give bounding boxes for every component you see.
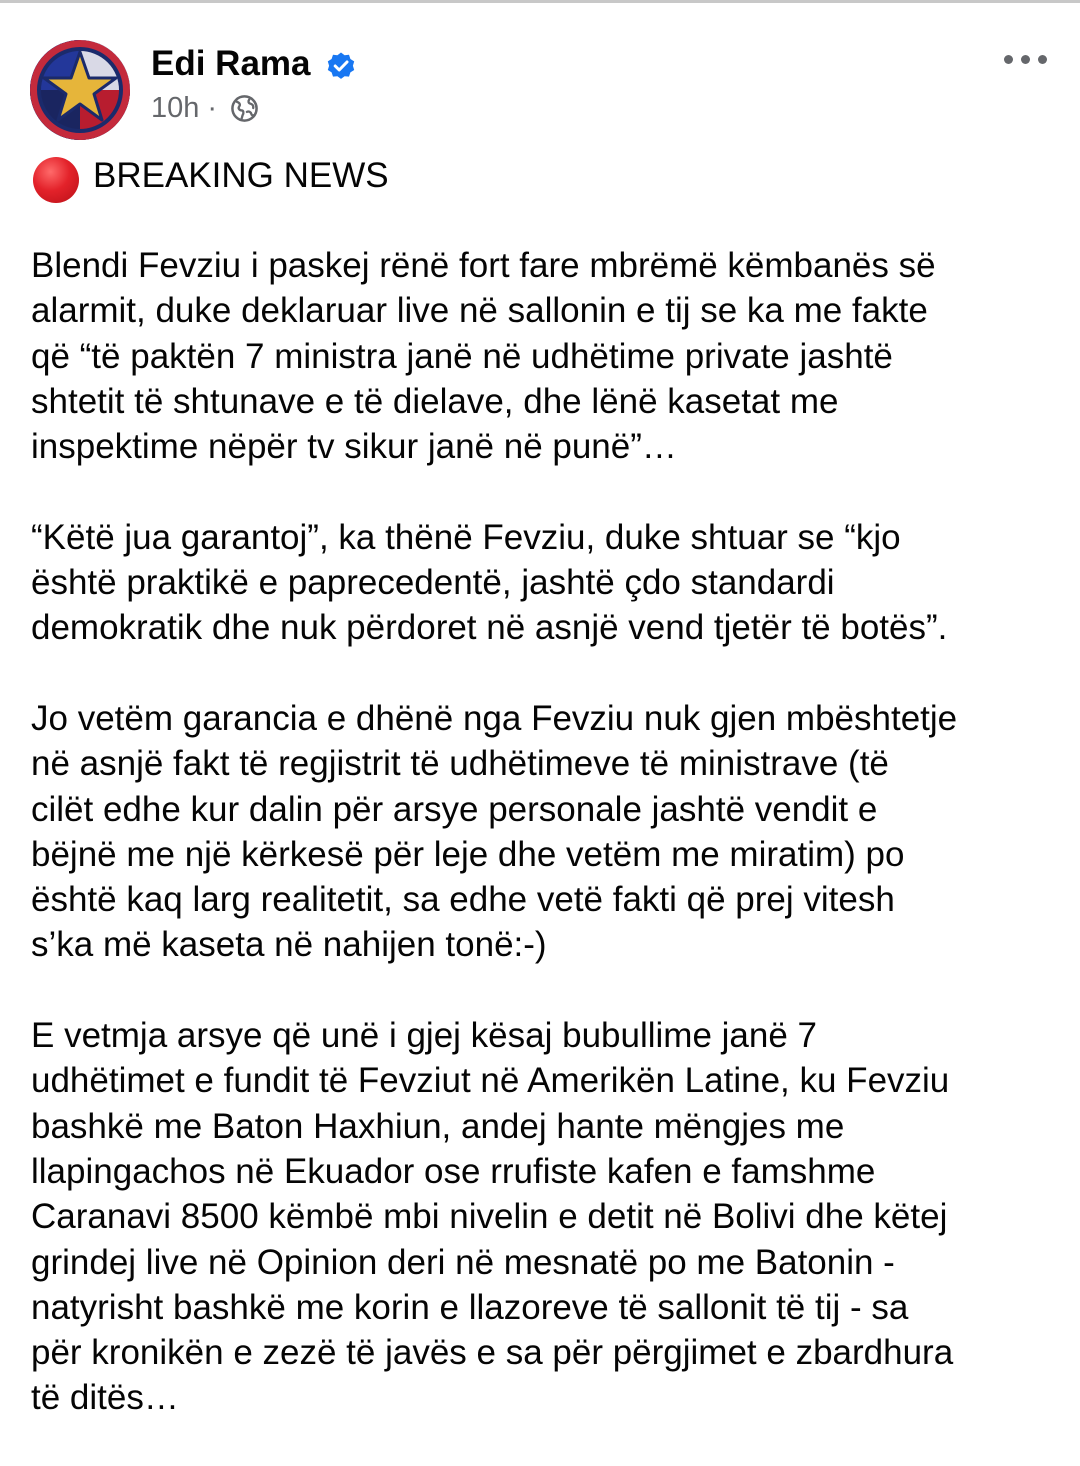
- star-logo-icon: [30, 40, 130, 140]
- avatar[interactable]: [30, 40, 130, 140]
- paragraph-1: [31, 243, 1061, 469]
- text-line: që “të paktën 7 ministra janë në udhëtime private jashtë: [31, 336, 893, 376]
- text-line: për kronikën e zezë të javës e sa për përgjimet e zbardhura: [31, 1333, 954, 1373]
- text-line: Blendi Fevziu i paskej rënë fort fare mbrëmë këmbanës së: [31, 246, 936, 285]
- text-line: Jo vetëm garancia e dhënë nga Fevziu nuk gjen mbështetje: [31, 698, 958, 738]
- text-line: demokratik dhe nuk përdoret në asnjë vend tjetër të botës”.: [31, 608, 948, 648]
- more-options-icon[interactable]: [1004, 46, 1048, 72]
- text-line: cilët edhe kur dalin për arsye personale jashtë vendit e: [31, 789, 878, 829]
- text-line: “Këtë jua garantoj”, ka thënë Fevziu, duke shtuar se “kjo: [31, 517, 901, 557]
- red-circle-icon: [33, 157, 79, 203]
- headline-text: BREAKING NEWS: [93, 156, 389, 195]
- verified-badge-icon: [326, 51, 356, 81]
- author-name[interactable]: Edi Rama: [151, 44, 311, 83]
- paragraph-3: [31, 696, 1061, 968]
- text-line: Caranavi 8500 këmbë mbi nivelin e detit në Bolivi dhe këtej: [31, 1197, 948, 1237]
- text-line: alarmit, duke deklaruar live në sallonin e tij se ka me fakte: [31, 291, 928, 331]
- text-line: bashkë me Baton Haxhiun, andej hante mëngjes me: [31, 1106, 845, 1146]
- post-meta: [151, 90, 225, 126]
- top-divider: [0, 0, 1080, 3]
- text-line: grindej live në Opinion deri në mesnatë po me Batonin -: [31, 1242, 895, 1282]
- paragraph-4: [31, 1013, 1061, 1421]
- post-header: [30, 40, 1050, 140]
- paragraph-2: [31, 515, 1061, 651]
- text-line: të ditës…: [31, 1378, 179, 1418]
- text-line: s’ka më kaseta në nahijen tonë:-): [31, 925, 547, 965]
- text-line: shtetit të shtunave e të dielave, dhe lënë kasetat me: [31, 381, 839, 421]
- meta-separator: ·: [207, 92, 218, 124]
- text-line: natyrisht bashkë me korin e llazoreve të sallonit të tij - sa: [31, 1287, 909, 1327]
- text-line: E vetmja arsye që unë i gjej kësaj bubullime janë 7: [31, 1016, 817, 1056]
- text-line: udhëtimet e fundit të Fevziut në Amerikën Latine, ku Fevziu: [31, 1061, 950, 1101]
- headline: [31, 153, 1061, 198]
- text-line: është praktikë e paprecedentë, jashtë çdo standardi: [31, 563, 835, 603]
- post-timestamp[interactable]: 10h: [151, 92, 200, 124]
- text-line: inspektime nëpër tv sikur janë në punë”…: [31, 427, 677, 467]
- globe-icon: [230, 94, 259, 123]
- text-line: bëjnë me një kërkesë për leje dhe vetëm me miratim) po: [31, 834, 905, 874]
- text-line: është kaq larg realitetit, sa edhe vetë fakti që prej vitesh: [31, 880, 895, 920]
- text-line: llapingachos në Ekuador ose rrufiste kafen e famshme: [31, 1151, 876, 1191]
- post-body: [31, 153, 1061, 1466]
- text-line: në asnjë fakt të regjistrit të udhëtimeve të ministrave (të: [31, 744, 889, 784]
